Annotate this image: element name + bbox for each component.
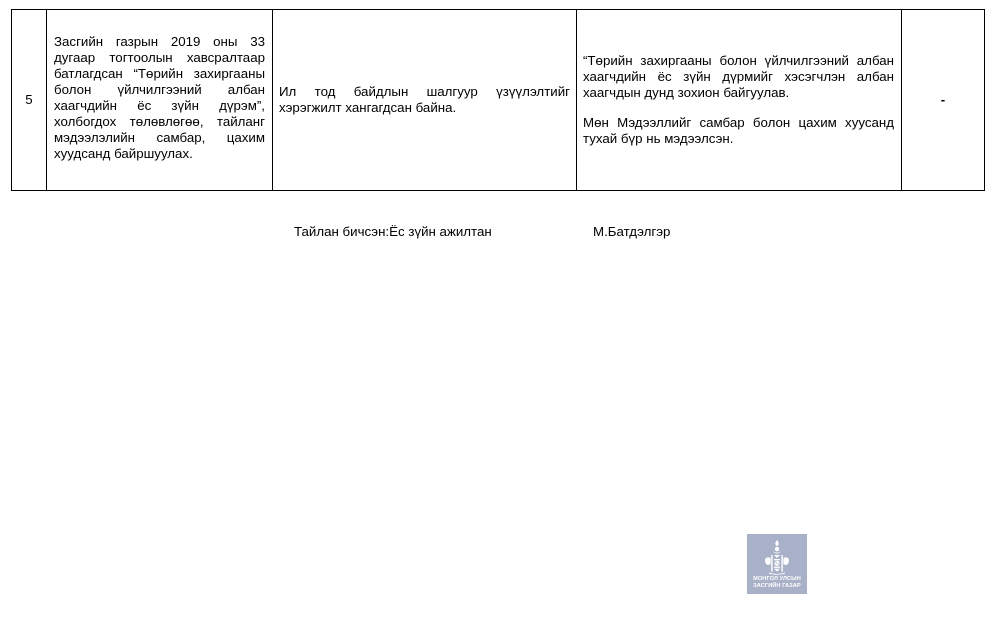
signature-name: М.Батдэлгэр [593, 224, 671, 239]
row-number: 5 [25, 92, 33, 107]
report-table [11, 9, 985, 191]
seal-text-line-2: ЗАСГИЙН ГАЗАР [753, 583, 801, 589]
requirement-text: Засгийн газрын 2019 оны 33 дугаар тогтоолын хавсралтаар батлагдсан “Төрийн захиргааны болон үйлчилгээний албан хаагчдийн ёс зүйн дүрэм”, холбогдох төлөвлөгөө, тайланг мэдээлэлийн самбар, цахим хуудсанд байршуулах. [54, 34, 265, 161]
criteria-text: Ил тод байдлын шалгуур үзүүлэлтийг хэрэгжилт хангагдсан байна. [279, 84, 570, 115]
row-number-cell [12, 10, 47, 191]
soyombo-icon [747, 534, 807, 576]
completion-paragraph-1: “Төрийн захиргааны болон үйлчилгээний албан хаагчдийн ёс зүйн дүрмийг хэсэгчлэн албан хаагчдын дунд зохион байгуулав. [583, 53, 894, 100]
seal-text-line-1: МОНГОЛ УЛСЫН [753, 576, 801, 582]
completion-cell [577, 10, 902, 191]
government-seal [747, 534, 807, 594]
criteria-cell [273, 10, 577, 191]
requirement-cell [47, 10, 273, 191]
completion-paragraph-2: Мөн Мэдээллийг самбар болон цахим хуусанд тухай бүр нь мэдээлсэн. [583, 115, 894, 146]
signature-line [0, 224, 993, 242]
note-text: - [940, 92, 946, 107]
note-cell [902, 10, 985, 191]
signature-label: Тайлан бичсэн:Ёс зүйн ажилтан [294, 224, 492, 239]
table-row [12, 10, 985, 191]
